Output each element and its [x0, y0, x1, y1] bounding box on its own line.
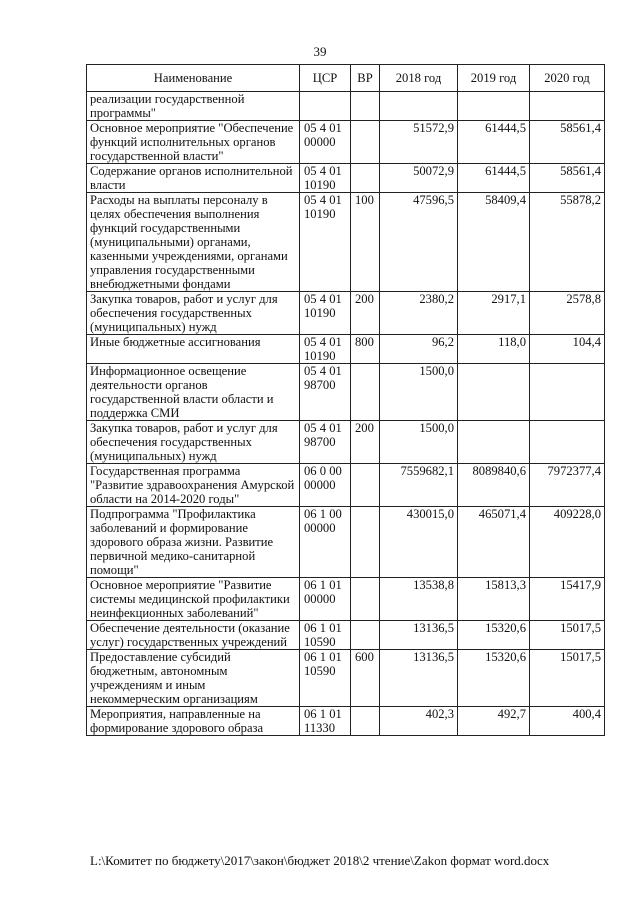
cell-2019: 15320,6	[458, 650, 530, 707]
cell-name: Информационное освещение деятельности органов государственной власти области и поддержка СМИ	[87, 364, 300, 421]
cell-name: Обеспечение деятельности (оказание услуг) государственных учреждений	[87, 621, 300, 650]
header-vr: ВР	[351, 65, 380, 92]
cell-csr	[300, 92, 351, 121]
cell-vr	[351, 464, 380, 507]
cell-csr: 05 4 01 10190	[300, 292, 351, 335]
page-number: 39	[313, 44, 327, 59]
table-row	[87, 121, 605, 164]
cell-csr: 05 4 01 10190	[300, 193, 351, 292]
table-row	[87, 707, 605, 736]
cell-name: Подпрограмма "Профилактика заболеваний и формирование здорового образа жизни. Развитие первичной медико-санитарной помощи"	[87, 507, 300, 578]
cell-name: Закупка товаров, работ и услуг для обеспечения государственных (муниципальных) нужд	[87, 421, 300, 464]
cell-2020: 104,4	[530, 335, 605, 364]
cell-2020	[530, 421, 605, 464]
cell-2020	[530, 364, 605, 421]
cell-2019: 15813,3	[458, 578, 530, 621]
cell-name: Иные бюджетные ассигнования	[87, 335, 300, 364]
budget-table	[86, 64, 605, 736]
cell-vr: 100	[351, 193, 380, 292]
cell-vr: 600	[351, 650, 380, 707]
cell-2018: 7559682,1	[380, 464, 458, 507]
cell-csr: 05 4 01 00000	[300, 121, 351, 164]
cell-vr	[351, 707, 380, 736]
table-row	[87, 464, 605, 507]
cell-vr: 800	[351, 335, 380, 364]
cell-vr	[351, 507, 380, 578]
cell-2018: 2380,2	[380, 292, 458, 335]
cell-2020: 400,4	[530, 707, 605, 736]
cell-csr: 05 4 01 10190	[300, 164, 351, 193]
cell-2019: 2917,1	[458, 292, 530, 335]
cell-vr	[351, 121, 380, 164]
cell-2020: 55878,2	[530, 193, 605, 292]
header-2019: 2019 год	[458, 65, 530, 92]
cell-2019: 492,7	[458, 707, 530, 736]
cell-2019: 8089840,6	[458, 464, 530, 507]
cell-2020: 15017,5	[530, 621, 605, 650]
cell-csr: 05 4 01 10190	[300, 335, 351, 364]
cell-2018: 1500,0	[380, 421, 458, 464]
cell-2019: 118,0	[458, 335, 530, 364]
header-csr: ЦСР	[300, 65, 351, 92]
cell-csr: 06 1 01 11330	[300, 707, 351, 736]
table-row	[87, 92, 605, 121]
cell-2018	[380, 92, 458, 121]
cell-2018: 13136,5	[380, 621, 458, 650]
cell-2019	[458, 421, 530, 464]
cell-2018: 51572,9	[380, 121, 458, 164]
cell-2020: 2578,8	[530, 292, 605, 335]
table-row	[87, 164, 605, 193]
cell-name: Содержание органов исполнительной власти	[87, 164, 300, 193]
cell-2018: 13136,5	[380, 650, 458, 707]
cell-name: Предоставление субсидий бюджетным, автономным учреждениям и иным некоммерческим организациям	[87, 650, 300, 707]
cell-2018: 50072,9	[380, 164, 458, 193]
cell-name: Расходы на выплаты персоналу в целях обеспечения выполнения функций государственными (муниципальными) органами, казенными учреждениями, органами управления государственными внебюджетными фондами	[87, 193, 300, 292]
cell-vr	[351, 364, 380, 421]
cell-csr: 06 1 01 00000	[300, 578, 351, 621]
cell-csr: 05 4 01 98700	[300, 421, 351, 464]
table-row	[87, 421, 605, 464]
cell-2018: 402,3	[380, 707, 458, 736]
cell-2018: 13538,8	[380, 578, 458, 621]
cell-2018: 96,2	[380, 335, 458, 364]
cell-csr: 06 1 01 10590	[300, 650, 351, 707]
cell-vr	[351, 164, 380, 193]
cell-2020: 58561,4	[530, 121, 605, 164]
cell-2019: 61444,5	[458, 121, 530, 164]
cell-2019: 58409,4	[458, 193, 530, 292]
cell-2019: 15320,6	[458, 621, 530, 650]
table-row	[87, 578, 605, 621]
cell-2020: 409228,0	[530, 507, 605, 578]
cell-2020	[530, 92, 605, 121]
footer-file-path: L:\Комитет по бюджету\2017\закон\бюджет 2018\2 чтение\Zakon формат word.docx	[90, 853, 550, 868]
table-header-row	[87, 65, 605, 92]
table-row	[87, 292, 605, 335]
cell-name: Государственная программа "Развитие здравоохранения Амурской области на 2014-2020 годы"	[87, 464, 300, 507]
cell-2019: 465071,4	[458, 507, 530, 578]
cell-2020: 15417,9	[530, 578, 605, 621]
cell-2019	[458, 92, 530, 121]
cell-vr	[351, 578, 380, 621]
cell-2018: 47596,5	[380, 193, 458, 292]
cell-2020: 58561,4	[530, 164, 605, 193]
cell-vr: 200	[351, 292, 380, 335]
cell-vr: 200	[351, 421, 380, 464]
header-2018: 2018 год	[380, 65, 458, 92]
table-row	[87, 364, 605, 421]
table-row	[87, 335, 605, 364]
table-row	[87, 621, 605, 650]
header-name: Наименование	[87, 65, 300, 92]
cell-2020: 7972377,4	[530, 464, 605, 507]
cell-2020: 15017,5	[530, 650, 605, 707]
cell-2018: 430015,0	[380, 507, 458, 578]
cell-csr: 06 1 01 10590	[300, 621, 351, 650]
cell-csr: 05 4 01 98700	[300, 364, 351, 421]
table-row	[87, 193, 605, 292]
cell-2019: 61444,5	[458, 164, 530, 193]
cell-2019	[458, 364, 530, 421]
cell-csr: 06 1 00 00000	[300, 507, 351, 578]
cell-vr	[351, 621, 380, 650]
cell-name: реализации государственной программы"	[87, 92, 300, 121]
cell-2018: 1500,0	[380, 364, 458, 421]
table-row	[87, 507, 605, 578]
cell-name: Основное мероприятие "Развитие системы медицинской профилактики неинфекционных заболеваний"	[87, 578, 300, 621]
cell-csr: 06 0 00 00000	[300, 464, 351, 507]
table-body	[87, 92, 605, 736]
cell-name: Закупка товаров, работ и услуг для обеспечения государственных (муниципальных) нужд	[87, 292, 300, 335]
header-2020: 2020 год	[530, 65, 605, 92]
cell-name: Мероприятия, направленные на формирование здорового образа	[87, 707, 300, 736]
table-row	[87, 650, 605, 707]
cell-name: Основное мероприятие "Обеспечение функций исполнительных органов государственной власти"	[87, 121, 300, 164]
cell-vr	[351, 92, 380, 121]
